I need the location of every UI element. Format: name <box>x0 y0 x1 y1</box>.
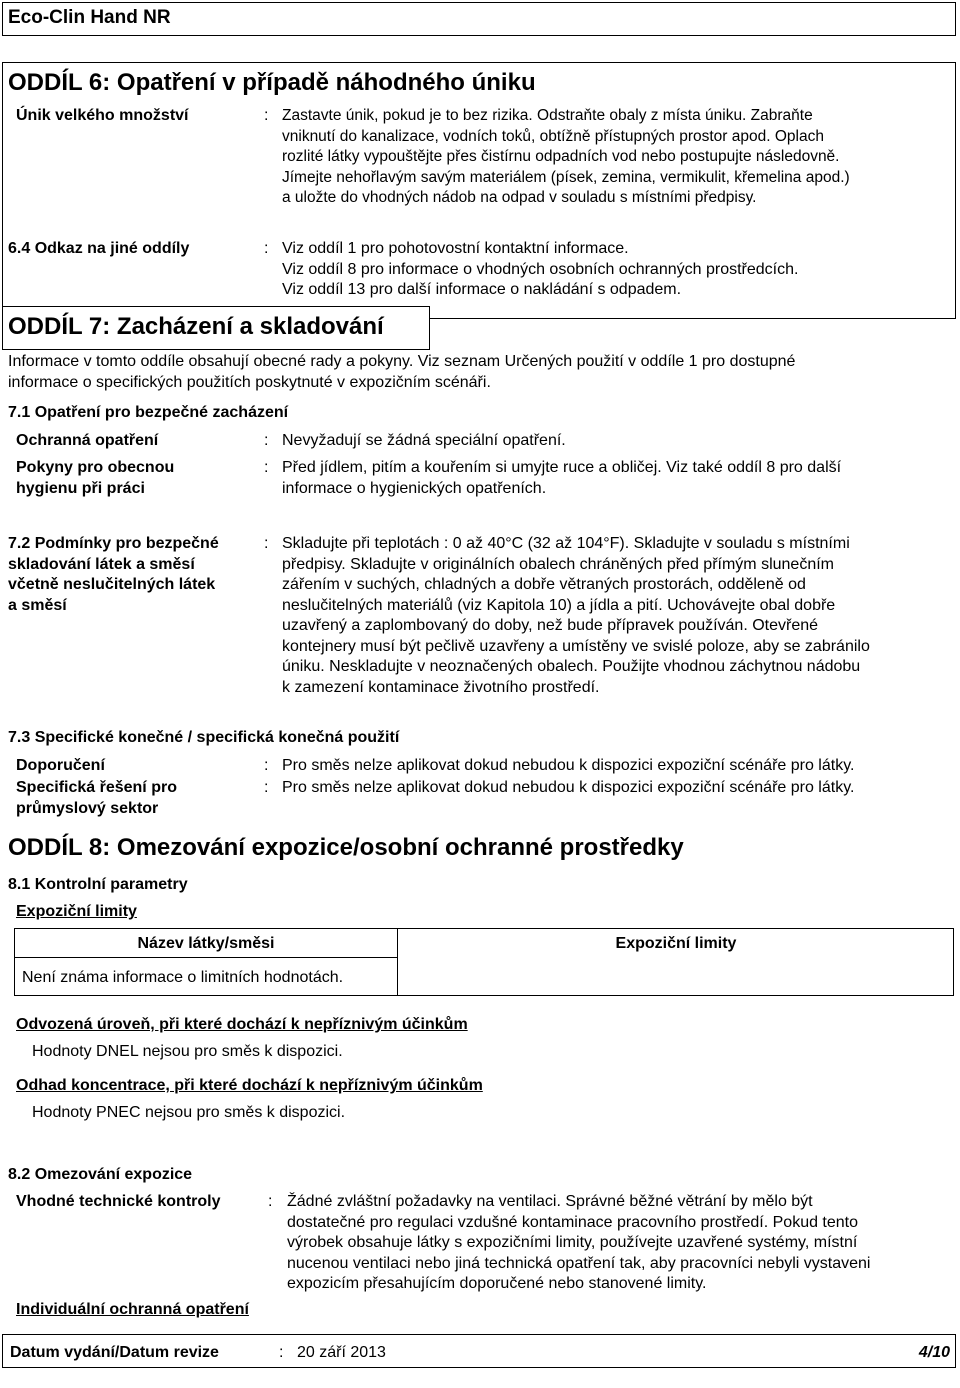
engineering-colon: : <box>268 1193 273 1210</box>
product-name: Eco-Clin Hand NR <box>8 7 171 28</box>
large-spill-text: Zastavte únik, pokud je to bez rizika. Odstraňte obaly z místa úniku. Zabraňte vniknutí do kanalizace, vodních toků, obtížně přístupných prostor apod. Oplach rozlité látky vypouštějte přes čistírnu odpadních vod nebo postupujte následovně. Jímejte nehořlavým savým materiálem (písek, zemina, vermikulit, křemelina apod.) a uložte do vhodných nádob na odpad v souladu s místními předpisy. <box>282 107 850 206</box>
protective-colon: : <box>264 432 269 449</box>
pnec-heading: Odhad koncentrace, při které dochází k nepříznivým účinkům <box>16 1077 483 1094</box>
table-header-substance: Název látky/směsi <box>137 935 275 952</box>
hygiene-text: Před jídlem, pitím a kouřením si umyjte ruce a obličej. Viz také oddíl 8 pro další informace o hygienických opatřeních. <box>282 459 842 497</box>
page-number: 4/10 <box>918 1344 950 1361</box>
section-7-intro: Informace v tomto oddíle obsahují obecné rady a pokyny. Viz seznam Určených použití v oddíle 1 pro dostupné informace o specifických použitích poskytnuté v expozičním scénáři. <box>8 353 796 391</box>
table-header-limits: Expoziční limity <box>615 935 737 952</box>
footer-date-label: Datum vydání/Datum revize <box>10 1344 219 1361</box>
table-row-no-data: Není známa informace o limitních hodnotách. <box>22 969 344 986</box>
storage-colon: : <box>264 535 269 552</box>
storage-conditions-label: 7.2 Podmínky pro bezpečné skladování látek a směsí včetně neslučitelných látek a směsí <box>8 535 219 614</box>
individual-protection-heading: Individuální ochranná opatření <box>16 1301 249 1318</box>
dnel-text: Hodnoty DNEL nejsou pro směs k dispozici. <box>32 1043 343 1060</box>
dnel-heading: Odvozená úroveň, při které dochází k nepříznivým účinkům <box>16 1016 468 1033</box>
section-8-title: ODDÍL 8: Omezování expozice/osobní ochranné prostředky <box>8 834 684 861</box>
hygiene-colon: : <box>264 459 269 476</box>
hygiene-label: Pokyny pro obecnou hygienu při práci <box>16 459 175 497</box>
industrial-solutions-value: Pro směs nelze aplikovat dokud nebudou k dispozici expoziční scénáře pro látky. <box>282 779 855 796</box>
ref-other-sections-label: 6.4 Odkaz na jiné oddíly <box>8 240 190 257</box>
recommendations-label: Doporučení <box>16 757 105 774</box>
industrial-colon: : <box>264 779 269 796</box>
subsection-8-2-title: 8.2 Omezování expozice <box>8 1166 193 1183</box>
section-6-title: ODDÍL 6: Opatření v případě náhodného úniku <box>8 69 536 96</box>
recommendations-value: Pro směs nelze aplikovat dokud nebudou k dispozici expoziční scénáře pro látky. <box>282 757 855 774</box>
storage-text: Skladujte při teplotách : 0 až 40°C (32 až 104°F). Skladujte v souladu s místními předpisy. Skladujte v originálních obalech chráněných před přímým slunečním zářením v suchých, chladných a dobře větraných prostorách, odděleně od neslučitelných materiálů (viz Kapitola 10) a jídla a pití. Uchovávejte obal dobře uzavřený a zaplombovaný do doby, než bude přípravek používán. Otevřené kontejnery musí být pečlivě uzavřeny a umístěny ve svislé poloze, aby se zabránilo úniku. Neskladujte v neoznačených obalech. Použijte vhodnou záchytnou nádobu k zamezení kontaminace životního prostředí. <box>282 535 870 696</box>
large-spill-colon: : <box>264 107 269 124</box>
footer-colon: : <box>279 1344 284 1361</box>
protective-measures-label: Ochranná opatření <box>16 432 159 449</box>
ref-text: Viz oddíl 1 pro pohotovostní kontaktní informace. Viz oddíl 8 pro informace o vhodných osobních ochranných prostředcích. Viz oddíl 13 pro další informace o nakládání s odpadem. <box>282 240 799 298</box>
table-row-divider <box>14 957 398 958</box>
pnec-text: Hodnoty PNEC nejsou pro směs k dispozici. <box>32 1104 346 1121</box>
subsection-7-3-title: 7.3 Specifické konečné / specifická konečná použití <box>8 729 400 746</box>
engineering-controls-label: Vhodné technické kontroly <box>16 1193 221 1210</box>
engineering-controls-text: Žádné zvláštní požadavky na ventilaci. Správné běžné větrání by mělo být dostatečné pro regulaci vzdušné kontaminace pracovního prostředí. Pokud tento výrobek obsahuje látky s expozičními limity, používejte uzavřené systémy, místní nucenou ventilaci nebo jiná technická opatření tak, aby pracovníci nebyli vystaveni expozicím přesahujícím doporučené nebo stanovené limity. <box>287 1193 871 1292</box>
subsection-8-1-title: 8.1 Kontrolní parametry <box>8 876 188 893</box>
exposure-limits-heading: Expoziční limity <box>16 903 137 920</box>
protective-measures-value: Nevyžadují se žádná speciální opatření. <box>282 432 566 449</box>
footer-date-value: 20 září 2013 <box>297 1344 386 1361</box>
large-spill-label: Únik velkého množství <box>16 107 189 124</box>
industrial-solutions-label: Specifická řešení pro průmyslový sektor <box>16 779 177 817</box>
section-7-title: ODDÍL 7: Zacházení a skladování <box>8 313 384 340</box>
ref-colon: : <box>264 240 269 257</box>
subsection-7-1-title: 7.1 Opatření pro bezpečné zacházení <box>8 404 289 421</box>
recommendations-colon: : <box>264 757 269 774</box>
